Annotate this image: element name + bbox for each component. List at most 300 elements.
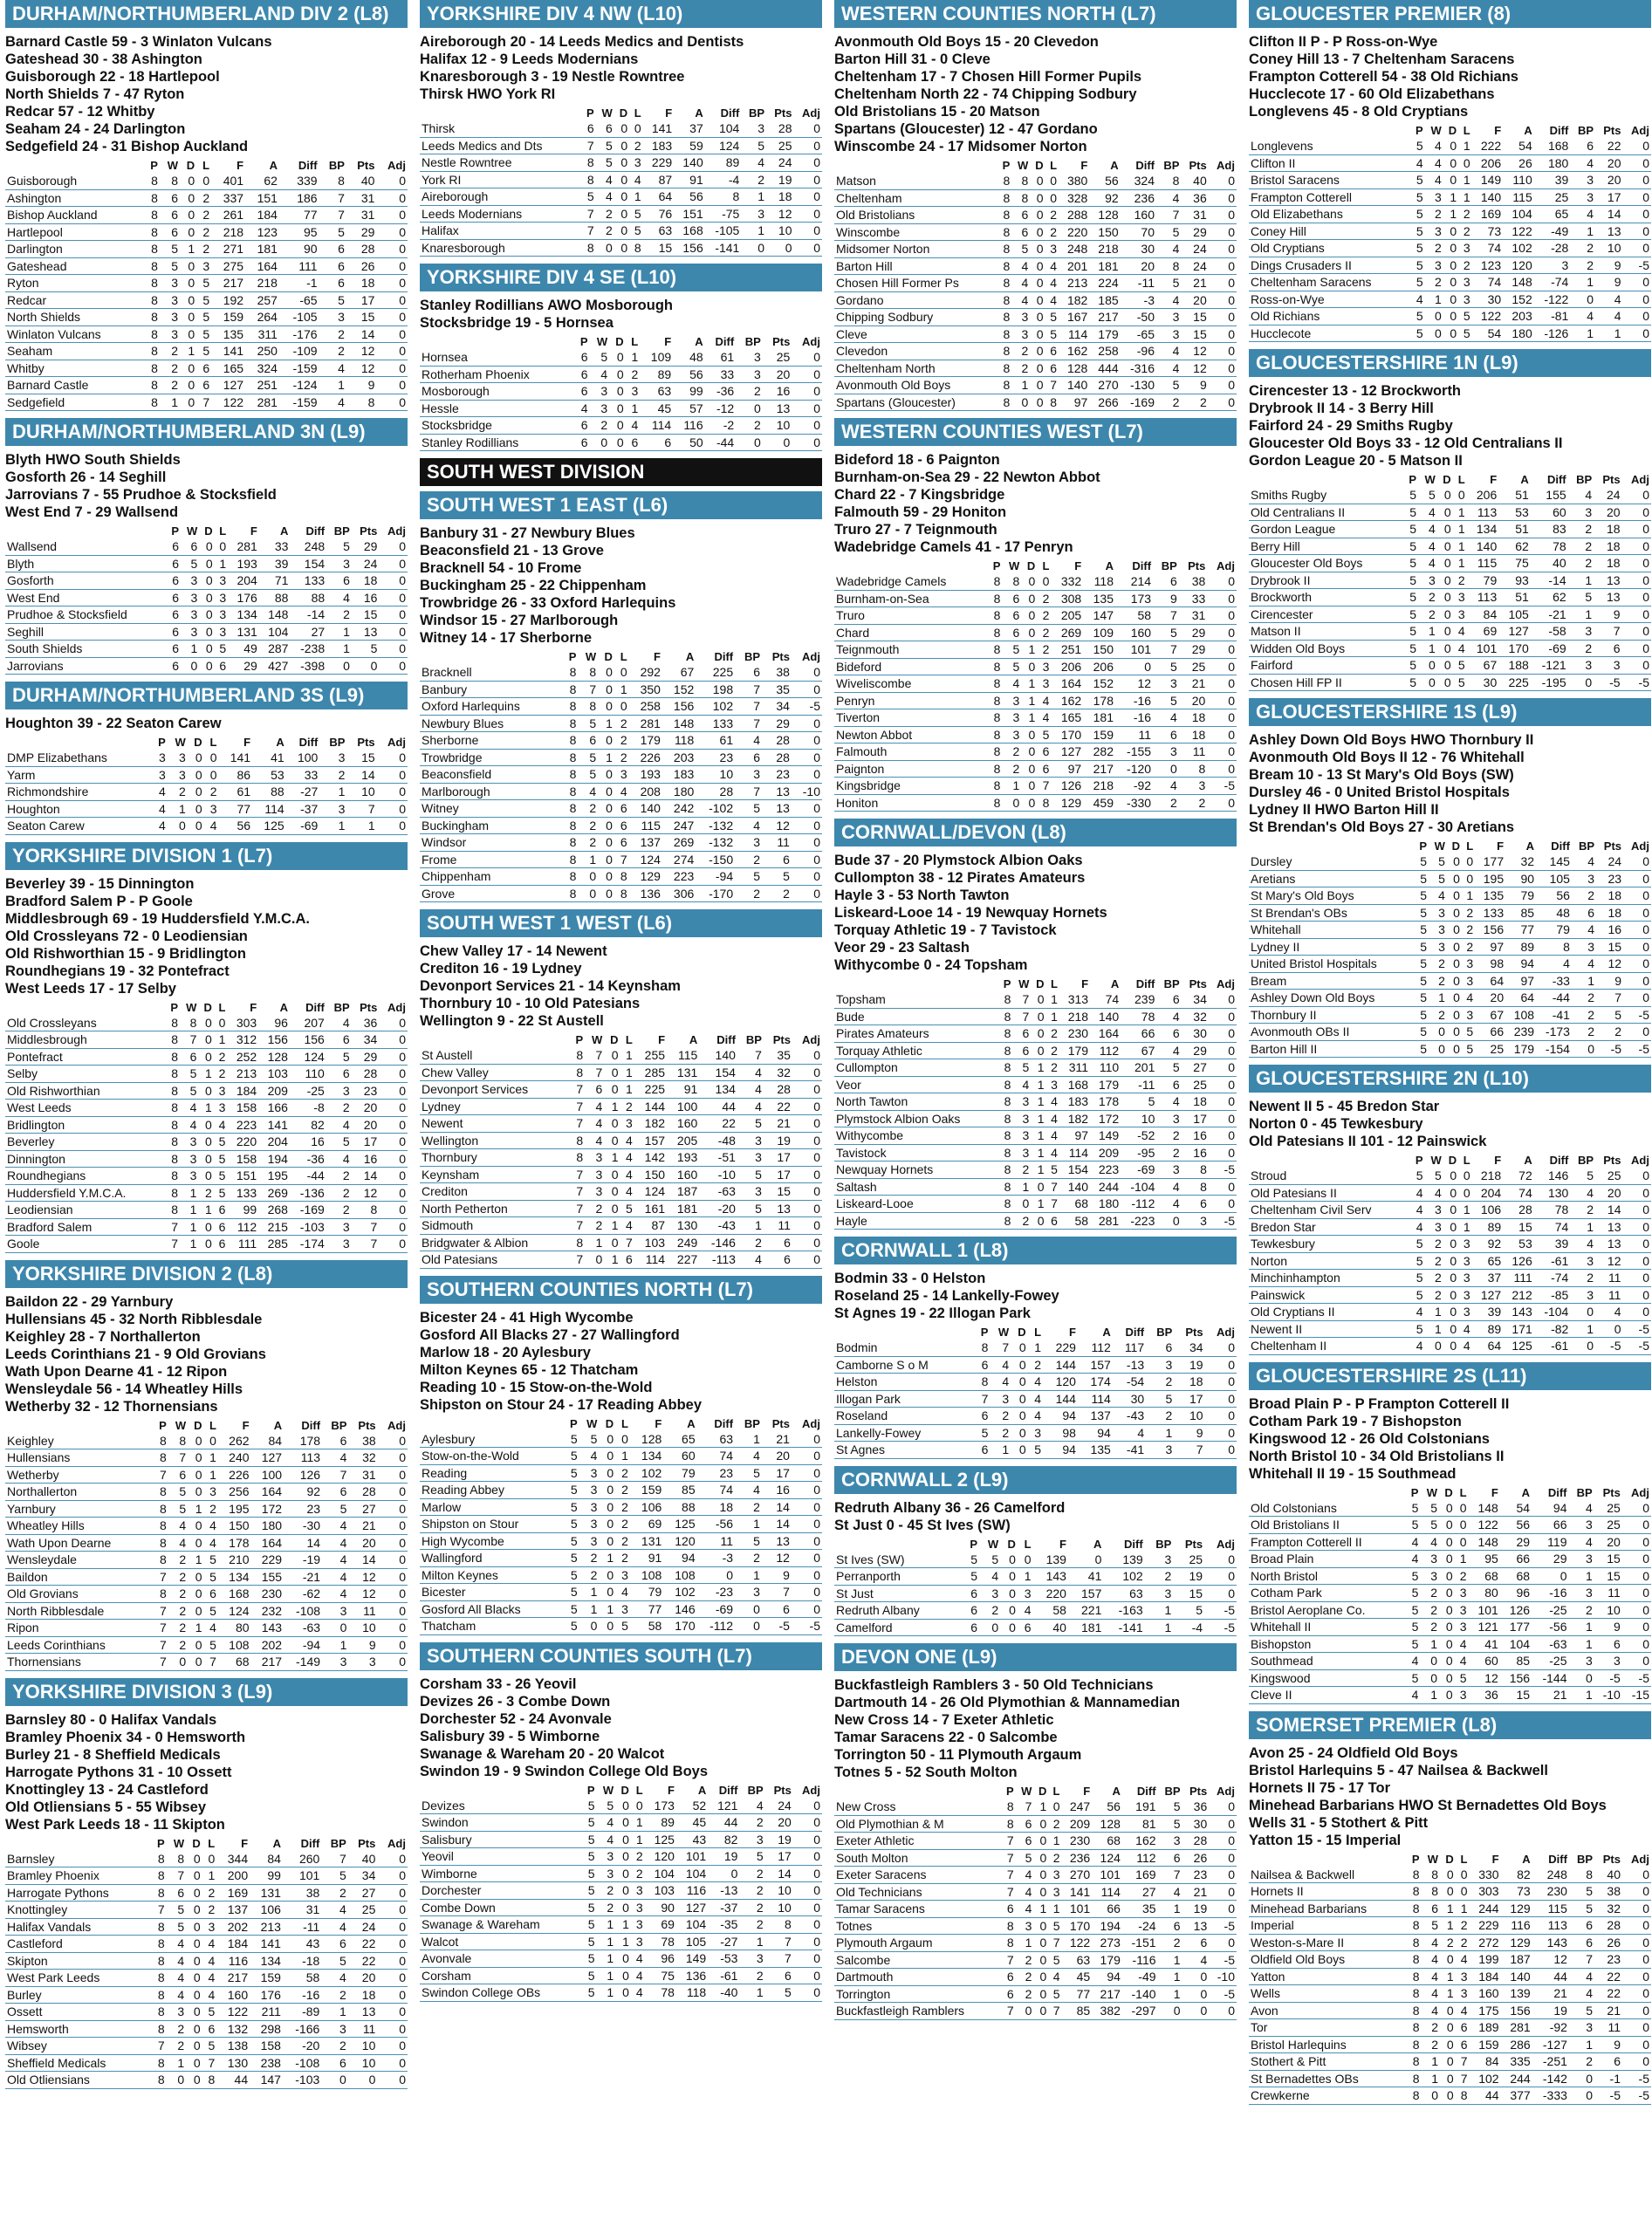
stat-cell: 4	[204, 1534, 218, 1552]
stat-cell: 0	[1045, 173, 1059, 189]
stat-cell: 0	[188, 1518, 203, 1535]
stat-cell: 0	[376, 257, 408, 275]
stat-cell: 129	[629, 868, 662, 886]
match-result: Halifax 12 - 9 Leeds Modernians	[420, 51, 639, 67]
stat-cell: 2	[736, 417, 763, 435]
stat-cell: 2	[979, 1602, 1000, 1620]
stat-cell: 1	[1158, 1969, 1182, 1986]
stat-cell: 204	[258, 1134, 290, 1151]
stat-cell: 0	[379, 1134, 408, 1151]
stat-cell: 2	[1425, 1270, 1443, 1287]
stat-cell: 94	[1078, 1424, 1113, 1442]
stat-cell: 0	[1209, 1849, 1237, 1867]
stat-cell: 2	[214, 1048, 228, 1066]
stat-cell: 8	[570, 1149, 585, 1167]
team-name: Barton Hill	[834, 257, 997, 275]
table-row	[420, 1448, 822, 1465]
column-header: A	[689, 1033, 698, 1046]
stat-cell: 5	[1146, 1390, 1174, 1408]
match-result: Old Crossleyans 72 - 0 Leodiensian	[5, 928, 248, 944]
stat-cell: 162	[1051, 692, 1083, 709]
team-name: Knottingley	[5, 1902, 151, 1919]
stat-cell: 0	[1437, 674, 1453, 691]
stat-cell: 0	[378, 1534, 408, 1552]
stat-cell: 113	[284, 1449, 322, 1467]
stat-cell: -20	[283, 2038, 321, 2055]
stat-cell: 1	[1570, 1320, 1595, 1338]
stat-cell: 114	[1092, 1883, 1122, 1901]
stat-cell: 7	[1046, 1196, 1059, 1213]
column-header: A	[1524, 124, 1532, 137]
stat-cell: 3	[585, 1149, 604, 1167]
stat-cell: 5	[1415, 956, 1429, 973]
table-row	[1249, 2070, 1651, 2087]
stat-cell: 0	[793, 154, 822, 172]
standings-table	[1249, 839, 1651, 1058]
stat-cell: 8	[1407, 2002, 1422, 2019]
column-header: L	[1042, 559, 1050, 572]
column-header: D	[1451, 839, 1460, 853]
stat-cell: 124	[634, 1183, 667, 1201]
column-header: Pts	[773, 1783, 792, 1797]
stat-cell: 1	[1420, 1687, 1439, 1704]
team-name: Halifax	[420, 223, 581, 240]
stat-cell: 8	[997, 309, 1011, 326]
stat-cell: 122	[1469, 1517, 1500, 1534]
stat-cell: 0	[1623, 887, 1651, 905]
stat-cell: 2	[739, 1814, 764, 1832]
stat-cell: 7	[620, 1234, 634, 1251]
stat-cell: 274	[662, 851, 696, 868]
stat-cell: 8	[997, 360, 1011, 377]
stat-cell: 0	[631, 1798, 645, 1814]
stat-cell: 8	[998, 991, 1012, 1008]
stat-cell: 1	[322, 1636, 348, 1654]
team-name: Minchinhampton	[1249, 1270, 1410, 1287]
stat-cell: 210	[218, 1552, 251, 1569]
stat-cell: 8	[998, 1178, 1012, 1196]
team-column-header	[420, 1033, 570, 1047]
table-row	[834, 991, 1237, 1008]
match-result: Jarrovians 7 - 55 Prudhoe & Stocksfield	[5, 487, 277, 503]
stat-cell: 7	[735, 681, 762, 698]
stat-cell: 4	[1156, 1042, 1181, 1059]
stat-cell: 0	[1622, 1286, 1651, 1304]
stat-cell: 15	[1500, 1687, 1532, 1704]
stat-cell: 8	[1407, 2087, 1422, 2105]
stat-cell: 2	[1179, 794, 1208, 812]
table-header-row	[1249, 1853, 1651, 1867]
table-row	[5, 1518, 408, 1535]
stat-cell: 2	[1002, 760, 1021, 778]
stat-cell: 0	[204, 1433, 218, 1449]
stat-cell: 117	[1113, 1340, 1146, 1356]
stat-cell: 5	[1156, 223, 1181, 241]
column-header: P	[579, 335, 588, 348]
stat-cell: 100	[251, 1466, 284, 1484]
team-name: Old Bristolians	[834, 207, 997, 224]
table-row	[1249, 308, 1651, 326]
stat-cell: 6	[1037, 744, 1051, 761]
stat-cell: 62	[1531, 589, 1568, 606]
column-header: W	[1427, 1852, 1439, 1866]
team-name: Aireborough	[420, 188, 581, 206]
stat-cell: 149	[1472, 172, 1504, 189]
stat-cell: 0	[1033, 1917, 1048, 1935]
stat-cell: 146	[1534, 1168, 1571, 1184]
team-name: Cirencester	[1249, 606, 1403, 623]
stat-cell: 0	[1439, 1567, 1455, 1585]
column-header: L	[631, 335, 639, 348]
team-name: Ashley Down Old Boys	[1249, 990, 1415, 1007]
stat-cell: 30	[1182, 1815, 1210, 1833]
stat-cell: 8	[1407, 2053, 1422, 2071]
stat-cell: 0	[766, 239, 793, 257]
stat-cell: 2	[326, 1100, 352, 1117]
stat-cell: 51	[1498, 487, 1531, 504]
stat-cell: 84	[251, 1433, 284, 1449]
match-result: Redcar 57 - 12 Whitby	[5, 104, 155, 120]
team-name: Pontefract	[5, 1048, 166, 1066]
stat-cell: 0	[793, 1798, 822, 1814]
stat-cell: -41	[1113, 1442, 1146, 1459]
team-column-header	[834, 1538, 963, 1552]
stat-cell: 1	[598, 715, 614, 732]
stat-cell: 2	[597, 1899, 616, 1916]
match-result: Falmouth 59 - 29 Honiton	[834, 504, 1007, 520]
stat-cell: 5	[564, 1431, 579, 1448]
stat-cell: 112	[227, 1218, 258, 1236]
table-row	[420, 1848, 822, 1866]
stat-cell: 6	[596, 120, 614, 137]
stat-cell: 36	[1182, 1799, 1210, 1815]
team-name: Chipping Sodbury	[834, 309, 997, 326]
stat-cell: 5	[1410, 1320, 1424, 1338]
stat-cell: 0	[1447, 1040, 1462, 1058]
team-name: York RI	[420, 171, 581, 188]
stat-cell: 35	[762, 681, 792, 698]
stat-cell: 18	[1174, 1374, 1204, 1391]
stat-cell: 133	[227, 1184, 258, 1202]
stat-cell: 0	[599, 1584, 615, 1601]
stat-cell: 1	[1021, 675, 1037, 693]
stat-cell: 14	[348, 1552, 377, 1569]
stat-cell: 0	[1622, 1500, 1651, 1517]
table-row	[1249, 1917, 1651, 1935]
stat-cell: 201	[1059, 257, 1089, 275]
column-header: P	[980, 1326, 989, 1339]
team-name: Selby	[5, 1066, 166, 1083]
stat-cell: 124	[1092, 1849, 1122, 1867]
stat-cell: 3	[1011, 326, 1030, 343]
stat-cell: 4	[1422, 1934, 1440, 1951]
column-header: L	[208, 1836, 216, 1850]
stat-cell: 7	[352, 1218, 380, 1236]
stat-cell: 1	[1429, 990, 1447, 1007]
table-row	[834, 1935, 1237, 1952]
team-name: Swanage & Wareham	[420, 1916, 582, 1934]
stat-cell: 3	[1420, 1567, 1439, 1585]
stat-cell: 3	[1012, 1144, 1031, 1162]
stat-cell: 11	[1179, 744, 1208, 761]
team-name: Cleve II	[1249, 1687, 1406, 1704]
team-name: Camborne S o M	[834, 1356, 974, 1374]
table-row	[5, 309, 408, 326]
stat-cell: 0	[1623, 853, 1651, 870]
stat-cell: 0	[763, 434, 792, 451]
stat-cell: 18	[697, 1498, 735, 1516]
stat-cell: 18	[352, 572, 380, 590]
stat-cell: 6	[735, 664, 762, 681]
stat-cell: 3	[215, 623, 229, 641]
match-result: Reading 10 - 15 Stow-on-the-Wold	[420, 1379, 653, 1395]
stat-cell: 0	[1207, 624, 1237, 641]
match-result: Bristol Harlequins 5 - 47 Nailsea & Backwell	[1249, 1762, 1548, 1778]
stat-cell: 303	[227, 1015, 258, 1031]
stat-cell: 6	[1158, 1849, 1182, 1867]
match-result: Knottingley 13 - 24 Castleford	[5, 1781, 209, 1798]
stat-cell: 26	[346, 257, 376, 275]
stat-cell: 282	[1083, 744, 1115, 761]
stat-cell: 2	[1011, 343, 1030, 360]
stat-cell: 12	[762, 817, 792, 834]
table-row	[1249, 1517, 1651, 1534]
stat-cell: 0	[378, 1518, 408, 1535]
league-durham-northumberland-div-2-l8	[5, 0, 408, 411]
table-row	[5, 1534, 408, 1552]
stat-cell: 115	[1503, 188, 1534, 206]
team-name: Old Centralians II	[1249, 504, 1403, 521]
stat-cell: 2	[1596, 1024, 1623, 1041]
stat-cell: 152	[662, 681, 696, 698]
stat-cell: 27	[290, 623, 326, 641]
stat-cell: 152	[1083, 675, 1115, 693]
stat-cell: 258	[1089, 343, 1120, 360]
stat-cell: 8	[997, 394, 1011, 411]
stat-cell: 4	[1570, 1184, 1595, 1202]
stat-cell: 3	[597, 1848, 616, 1866]
stat-cell: 8	[998, 1059, 1012, 1077]
stat-cell: 16	[352, 1150, 380, 1168]
match-result: Liskeard-Looe 14 - 19 Newquay Hornets	[834, 905, 1107, 921]
column-header: D	[1036, 977, 1045, 990]
table-row	[5, 1636, 408, 1654]
stat-cell: 8	[581, 171, 595, 188]
stat-cell: 1	[735, 1566, 762, 1584]
stat-cell: 0	[376, 309, 408, 326]
stat-cell: 4	[620, 1166, 634, 1183]
stat-cell: 3	[180, 1150, 198, 1168]
stat-cell: 3	[620, 1115, 634, 1133]
stat-cell: 0	[1437, 572, 1453, 589]
match-result: Wells 31 - 5 Stothert & Pitt	[1249, 1814, 1429, 1831]
stat-cell: 154	[1059, 1162, 1090, 1179]
stat-cell: 20	[1121, 257, 1156, 275]
stat-cell: 247	[662, 817, 696, 834]
stat-cell: 9	[762, 1566, 792, 1584]
stat-cell: 3	[1425, 1218, 1443, 1236]
team-name: Falmouth	[834, 744, 987, 761]
team-name: Brockworth	[1249, 589, 1403, 606]
results-list	[5, 715, 408, 732]
stat-cell: 160	[1121, 207, 1156, 224]
stat-cell: 5	[1403, 623, 1418, 641]
stat-cell: 0	[199, 623, 214, 641]
stat-cell: 131	[228, 623, 259, 641]
stat-cell: 3	[168, 750, 188, 766]
stat-cell: 5	[578, 715, 598, 732]
stat-cell: 229	[1469, 1917, 1500, 1935]
stat-cell: 0	[1622, 1917, 1651, 1935]
stat-cell: 0	[188, 1586, 203, 1603]
table-row	[5, 1048, 408, 1066]
stat-cell: 427	[259, 657, 291, 675]
column-header: BP	[744, 650, 761, 663]
table-row	[1249, 1270, 1651, 1287]
stat-cell: 213	[250, 1918, 283, 1936]
stat-cell: 134	[218, 1568, 251, 1586]
stat-cell: 1	[188, 1620, 203, 1637]
stat-cell: 0	[578, 868, 598, 886]
stat-cell: 6	[1012, 1042, 1031, 1059]
team-name: Frampton Cotterell II	[1249, 1533, 1406, 1551]
table-row	[5, 623, 408, 641]
stat-cell: 0	[1456, 1867, 1470, 1883]
column-header: D	[1007, 1537, 1016, 1551]
match-result: Trowbridge 26 - 33 Oxford Harlequins	[420, 595, 676, 611]
team-name: Leeds Modernians	[420, 205, 581, 223]
stat-cell: 0	[186, 1986, 202, 2004]
stat-cell: 4	[597, 1814, 616, 1832]
table-row	[834, 2003, 1237, 2020]
column-header: P	[992, 559, 1001, 572]
stat-cell: 5	[1048, 1985, 1061, 2003]
stat-cell: 3	[1569, 1585, 1594, 1602]
stat-cell: 312	[227, 1031, 258, 1049]
stat-cell: 159	[1083, 726, 1115, 744]
stat-cell: 5	[321, 1952, 348, 1970]
stat-cell: 6	[167, 641, 181, 658]
stat-cell: 0	[1455, 1500, 1469, 1517]
stat-cell: 0	[609, 349, 626, 366]
stat-cell: 150	[1083, 641, 1115, 659]
stat-cell: 167	[1059, 309, 1089, 326]
stat-cell: 4	[1455, 1635, 1469, 1653]
table-row	[834, 624, 1237, 641]
column-header: BP	[330, 1836, 346, 1850]
stat-cell: 5	[1415, 938, 1429, 956]
stat-cell: 0	[615, 1984, 631, 2002]
stat-cell: 2	[1045, 207, 1059, 224]
stat-cell: 4	[204, 818, 219, 835]
league-title: SOUTH WEST 1 EAST (L6)	[420, 491, 822, 519]
table-row	[420, 1482, 822, 1499]
stat-cell: 17	[346, 291, 376, 309]
stat-cell: 60	[1469, 1653, 1500, 1670]
stat-cell: 7	[974, 1390, 990, 1408]
stat-cell: 0	[1030, 173, 1045, 189]
standings-table	[834, 1538, 1237, 1637]
stat-cell: 131	[667, 1064, 699, 1081]
stat-cell: 0	[1440, 1867, 1456, 1883]
team-name: Yarnbury	[5, 1500, 153, 1518]
stat-cell: 1	[1570, 325, 1595, 342]
standings-table	[420, 335, 822, 451]
stat-cell: 4	[1011, 275, 1030, 292]
column-header: P	[1410, 1485, 1419, 1499]
stat-cell: 6	[167, 538, 181, 555]
stat-cell: 5	[1410, 308, 1424, 326]
stat-cell: 0	[1030, 241, 1045, 258]
table-row	[1249, 138, 1651, 154]
team-name: Bristol Harlequins	[1249, 2036, 1407, 2053]
table-row	[834, 1144, 1237, 1162]
stat-cell: 1	[326, 623, 352, 641]
stat-cell: 75	[1498, 555, 1531, 572]
stat-cell: 0	[604, 1234, 620, 1251]
stat-cell: 5	[564, 1516, 579, 1533]
stat-cell: -316	[1121, 360, 1156, 377]
stat-cell: 8	[987, 658, 1002, 675]
stat-cell: -330	[1115, 794, 1153, 812]
stat-cell: 8	[987, 744, 1002, 761]
stat-cell: 248	[1532, 1867, 1569, 1883]
stat-cell: 0	[1033, 1867, 1048, 1884]
results-list	[5, 451, 408, 521]
stat-cell: 6	[181, 538, 199, 555]
stat-cell: 77	[1505, 922, 1536, 939]
stat-cell: 4	[735, 1482, 762, 1499]
stat-cell: 0	[1622, 154, 1651, 172]
team-name: Veor	[834, 1076, 998, 1093]
column-header: A	[1102, 1326, 1111, 1339]
match-result: North Bristol 10 - 34 Old Bristolians II	[1249, 1448, 1505, 1464]
stat-cell: 150	[634, 1166, 667, 1183]
stat-cell: 7	[581, 205, 595, 223]
stat-cell: 69	[1467, 623, 1499, 641]
stat-cell: 256	[218, 1484, 251, 1501]
column-header: BP	[333, 524, 350, 538]
column-header: W	[1018, 159, 1029, 172]
stat-cell: 0	[1443, 291, 1458, 308]
stat-cell: 0	[1447, 904, 1462, 922]
stat-cell: 137	[216, 1902, 250, 1919]
stat-cell: 4	[979, 1568, 1000, 1586]
column-header: L	[620, 650, 627, 663]
stat-cell: 139	[1103, 1552, 1144, 1568]
stat-cell: 0	[792, 349, 822, 366]
column-header: F	[1490, 473, 1498, 486]
stat-cell: 1	[1016, 1935, 1034, 1952]
stat-cell: 337	[211, 189, 245, 207]
stat-cell: 14	[346, 326, 376, 343]
match-result: Lydney II HWO Barton Hill II	[1249, 802, 1439, 818]
stat-cell: 15	[1503, 1218, 1534, 1236]
table-row	[1249, 956, 1651, 973]
match-result: Frampton Cotterell 54 - 38 Old Richians	[1249, 69, 1518, 85]
stat-cell: 225	[634, 1081, 667, 1099]
stat-cell: 229	[643, 154, 675, 172]
team-name: Old Grovians	[5, 1586, 153, 1603]
stat-cell: 11	[348, 1602, 377, 1620]
stat-cell: 9	[1595, 274, 1622, 291]
stat-cell: 5	[204, 1568, 218, 1586]
stat-cell: 7	[153, 1466, 168, 1484]
stat-cell: 4	[202, 1970, 217, 1987]
league-title: YORKSHIRE DIV 4 NW (L10)	[420, 0, 822, 28]
stat-cell: 179	[1092, 1951, 1122, 1969]
stat-cell: 0	[1425, 308, 1443, 326]
